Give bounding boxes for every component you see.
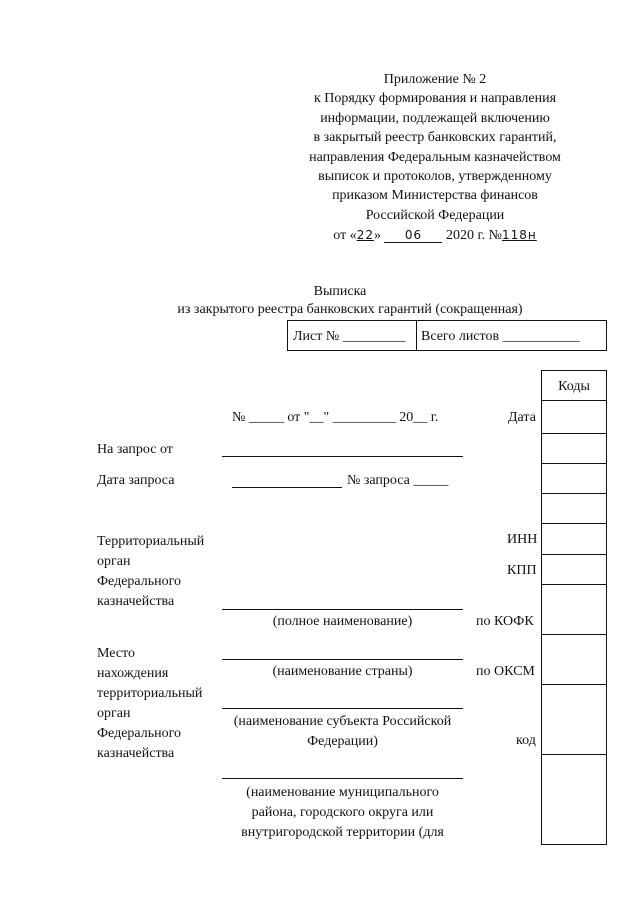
location-label [97, 644, 202, 764]
territorial-body-label [97, 532, 204, 612]
appendix-line: Российской Федерации [365, 207, 505, 223]
appendix-line: приказом Министерства финансов [332, 188, 538, 204]
codes-row-divider [541, 493, 607, 494]
total-sheets: Всего листов ___________ [421, 329, 580, 344]
request-date-line [232, 487, 342, 488]
codes-header: Коды [558, 379, 590, 394]
caption-line: района, городского округа или [251, 805, 434, 820]
country-caption: (наименование страны) [272, 664, 413, 679]
code-label: код [516, 733, 536, 748]
date-month: 06 [384, 229, 442, 243]
inn-label: ИНН [507, 532, 538, 547]
request-date-label: Дата запроса [97, 473, 175, 488]
label-line: территориальный [97, 686, 203, 701]
date-day: 22 [356, 228, 374, 243]
codes-row-divider [541, 754, 607, 755]
subject-caption [222, 712, 463, 752]
appendix-line: выписок и протоколов, утвержденному [318, 169, 552, 185]
sheet-divider [416, 320, 417, 351]
municipal-caption [222, 783, 463, 843]
label-line: казначейства [97, 594, 175, 609]
country-line [222, 659, 463, 660]
caption-line: (наименование субъекта Российской [233, 714, 452, 729]
label-line: Федерального [97, 726, 182, 741]
document-title: Выписка [313, 284, 367, 299]
date-mid: » [373, 228, 381, 244]
caption-line: внутригородской территории (для [241, 825, 444, 840]
order-number: 118н [502, 228, 537, 243]
codes-column [541, 370, 607, 845]
codes-row-divider [541, 634, 607, 635]
label-line: Место [97, 646, 135, 661]
sheet-number: Лист № _________ [293, 329, 406, 344]
date-year: 2020 г. № [445, 228, 502, 244]
label-line: Федерального [97, 574, 182, 589]
subject-line [222, 708, 463, 709]
appendix-line: к Порядку формирования и направления [313, 91, 557, 107]
codes-row-divider [541, 584, 607, 585]
date-label: Дата [508, 410, 536, 425]
codes-row-divider [541, 433, 607, 434]
appendix-line: направления Федеральным казначейством [309, 149, 561, 165]
caption-line: (наименование муниципального [246, 785, 439, 800]
codes-row-divider [541, 400, 607, 401]
label-line: нахождения [97, 666, 169, 681]
label-line: орган [97, 554, 131, 569]
full-name-caption: (полное наименование) [272, 614, 413, 629]
request-from-label: На запрос от [97, 442, 173, 457]
document-subtitle: из закрытого реестра банковских гарантий (сокращенная) [177, 302, 523, 317]
caption-line: Федерации) [307, 734, 378, 749]
municipal-line [222, 778, 463, 779]
codes-row-divider [541, 554, 607, 555]
kofk-label: по КОФК [476, 614, 534, 629]
kpp-label: КПП [507, 563, 537, 578]
date-prefix: от « [333, 228, 357, 244]
label-line: казначейства [97, 746, 175, 761]
codes-row-divider [541, 463, 607, 464]
appendix-date-line [300, 226, 570, 245]
label-line: Территориальный [97, 534, 205, 549]
request-from-line [222, 456, 463, 457]
full-name-line [222, 609, 463, 610]
request-number: № запроса _____ [347, 473, 449, 488]
oksm-label: по ОКСМ [476, 664, 535, 679]
appendix-title: Приложение № 2 [383, 72, 487, 87]
appendix-line: информации, подлежащей включению [320, 110, 550, 126]
appendix-header [300, 70, 570, 246]
label-line: орган [97, 706, 131, 721]
appendix-line: в закрытый реестр банковских гарантий, [313, 130, 557, 146]
extract-number-line: № _____ от "__" _________ 20__ г. [232, 410, 439, 425]
codes-row-divider [541, 684, 607, 685]
codes-row-divider [541, 523, 607, 524]
